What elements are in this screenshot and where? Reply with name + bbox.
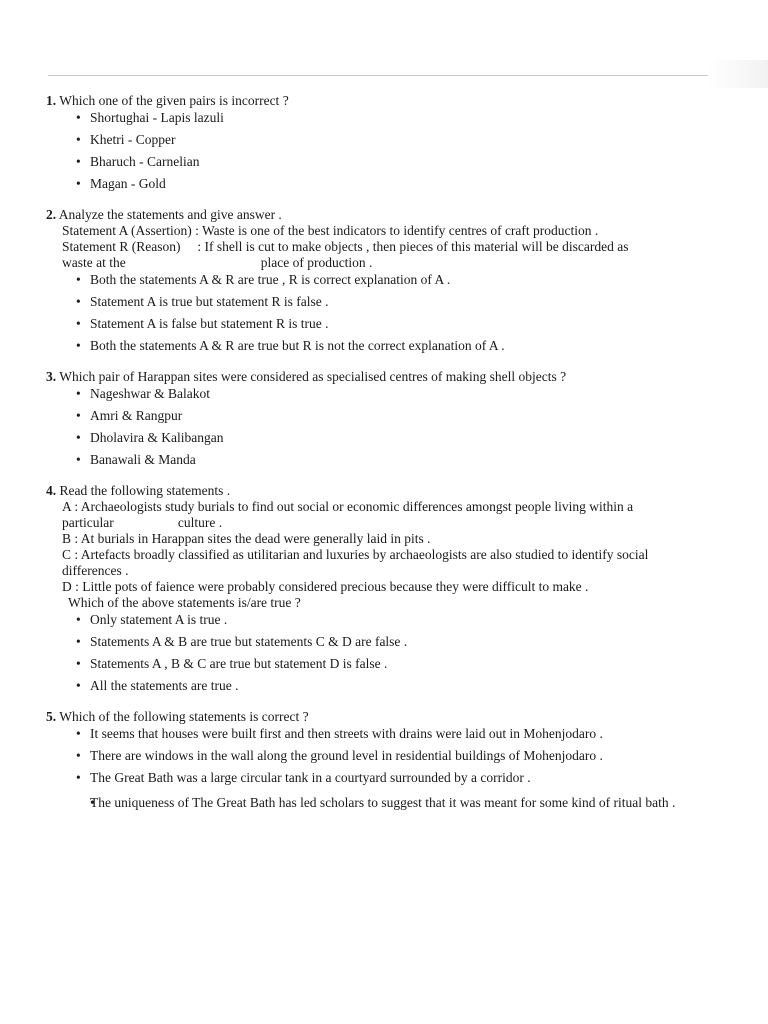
- question-4-number: 4.: [46, 483, 57, 498]
- question-1-options: [46, 110, 706, 192]
- question-1-option-4[interactable]: • Magan - Gold: [76, 176, 706, 192]
- question-1: [46, 92, 706, 192]
- question-1-header: [46, 92, 706, 109]
- question-1-option-2[interactable]: • Khetri - Copper: [76, 132, 706, 148]
- question-5-prompt: Which of the following statements is correct ?: [59, 709, 309, 724]
- question-3-option-4[interactable]: • Banawali & Manda: [76, 452, 706, 468]
- question-3-number: 3.: [46, 369, 57, 384]
- question-4-option-4[interactable]: • All the statements are true .: [76, 678, 706, 694]
- question-3-option-1[interactable]: • Nageshwar & Balakot: [76, 386, 706, 402]
- question-4-statement-a-cont: particular culture .: [62, 515, 223, 530]
- question-5-number: 5.: [46, 709, 57, 724]
- question-4-options: [46, 612, 706, 694]
- question-2-options: [46, 272, 706, 354]
- question-2-statements: [62, 223, 706, 271]
- question-2-prompt: Analyze the statements and give answer .: [58, 207, 282, 222]
- question-2-statement-a: Statement A (Assertion) : Waste is one of the best indicators to identify centres of craft production .: [62, 223, 599, 238]
- page-corner-shade: [708, 60, 768, 88]
- question-1-prompt: Which one of the given pairs is incorrect ?: [59, 93, 289, 108]
- question-4-statement-c-cont: differences .: [62, 563, 129, 578]
- question-3-option-2[interactable]: • Amri & Rangpur: [76, 408, 706, 424]
- question-4-statement-a: A : Archaeologists study burials to find out social or economic differences amongst people living within a: [62, 499, 634, 514]
- question-4-statement-c: C : Artefacts broadly classified as utilitarian and luxuries by archaeologists are also studied to identify social: [62, 547, 649, 562]
- question-3-header: [46, 368, 706, 385]
- question-2-option-3[interactable]: • Statement A is false but statement R is true .: [76, 316, 706, 332]
- top-divider: [48, 75, 708, 76]
- question-4-option-3[interactable]: • Statements A , B & C are true but statement D is false .: [76, 656, 706, 672]
- question-2-number: 2.: [46, 207, 57, 222]
- question-3-options: [46, 386, 706, 468]
- question-4-option-1[interactable]: • Only statement A is true .: [76, 612, 706, 628]
- question-5-options: [46, 726, 706, 814]
- question-list: [46, 92, 706, 828]
- question-2-option-2[interactable]: • Statement A is true but statement R is false .: [76, 294, 706, 310]
- question-3-option-3[interactable]: • Dholavira & Kalibangan: [76, 430, 706, 446]
- question-5-option-2[interactable]: • There are windows in the wall along the ground level in residential buildings of Mohenjodaro .: [76, 748, 706, 764]
- question-2-option-1[interactable]: • Both the statements A & R are true , R is correct explanation of A .: [76, 272, 706, 288]
- question-1-number: 1.: [46, 93, 57, 108]
- question-4-sub-question: Which of the above statements is/are true ?: [68, 595, 301, 610]
- question-5-option-4[interactable]: • The uniqueness of The Great Bath has led scholars to suggest that it was meant for some kind of ritual bath .: [76, 792, 706, 814]
- question-3-prompt: Which pair of Harappan sites were considered as specialised centres of making shell objects ?: [59, 369, 567, 384]
- question-5-option-3[interactable]: • The Great Bath was a large circular tank in a courtyard surrounded by a corridor .: [76, 770, 706, 786]
- question-2: [46, 206, 706, 354]
- question-5-option-1[interactable]: • It seems that houses were built first and then streets with drains were laid out in Mohenjodaro .: [76, 726, 706, 742]
- question-4-statement-b: B : At burials in Harappan sites the dead were generally laid in pits .: [62, 531, 431, 546]
- question-4-statements: [62, 499, 706, 611]
- question-4-prompt: Read the following statements .: [59, 483, 231, 498]
- question-2-statement-r-cont: waste at the place of production .: [62, 255, 373, 270]
- question-2-header: [46, 206, 706, 223]
- question-4-statement-d: D : Little pots of faience were probably considered precious because they were difficult to make .: [62, 579, 589, 594]
- question-1-option-1[interactable]: • Shortughai - Lapis lazuli: [76, 110, 706, 126]
- question-2-option-4[interactable]: • Both the statements A & R are true but R is not the correct explanation of A .: [76, 338, 706, 354]
- question-5: [46, 708, 706, 814]
- question-4: [46, 482, 706, 694]
- question-5-header: [46, 708, 706, 725]
- question-2-statement-r: Statement R (Reason) : If shell is cut to make objects , then pieces of this material will be discarded as: [62, 239, 629, 254]
- question-3: [46, 368, 706, 468]
- question-4-option-2[interactable]: • Statements A & B are true but statements C & D are false .: [76, 634, 706, 650]
- question-1-option-3[interactable]: • Bharuch - Carnelian: [76, 154, 706, 170]
- question-4-header: [46, 482, 706, 499]
